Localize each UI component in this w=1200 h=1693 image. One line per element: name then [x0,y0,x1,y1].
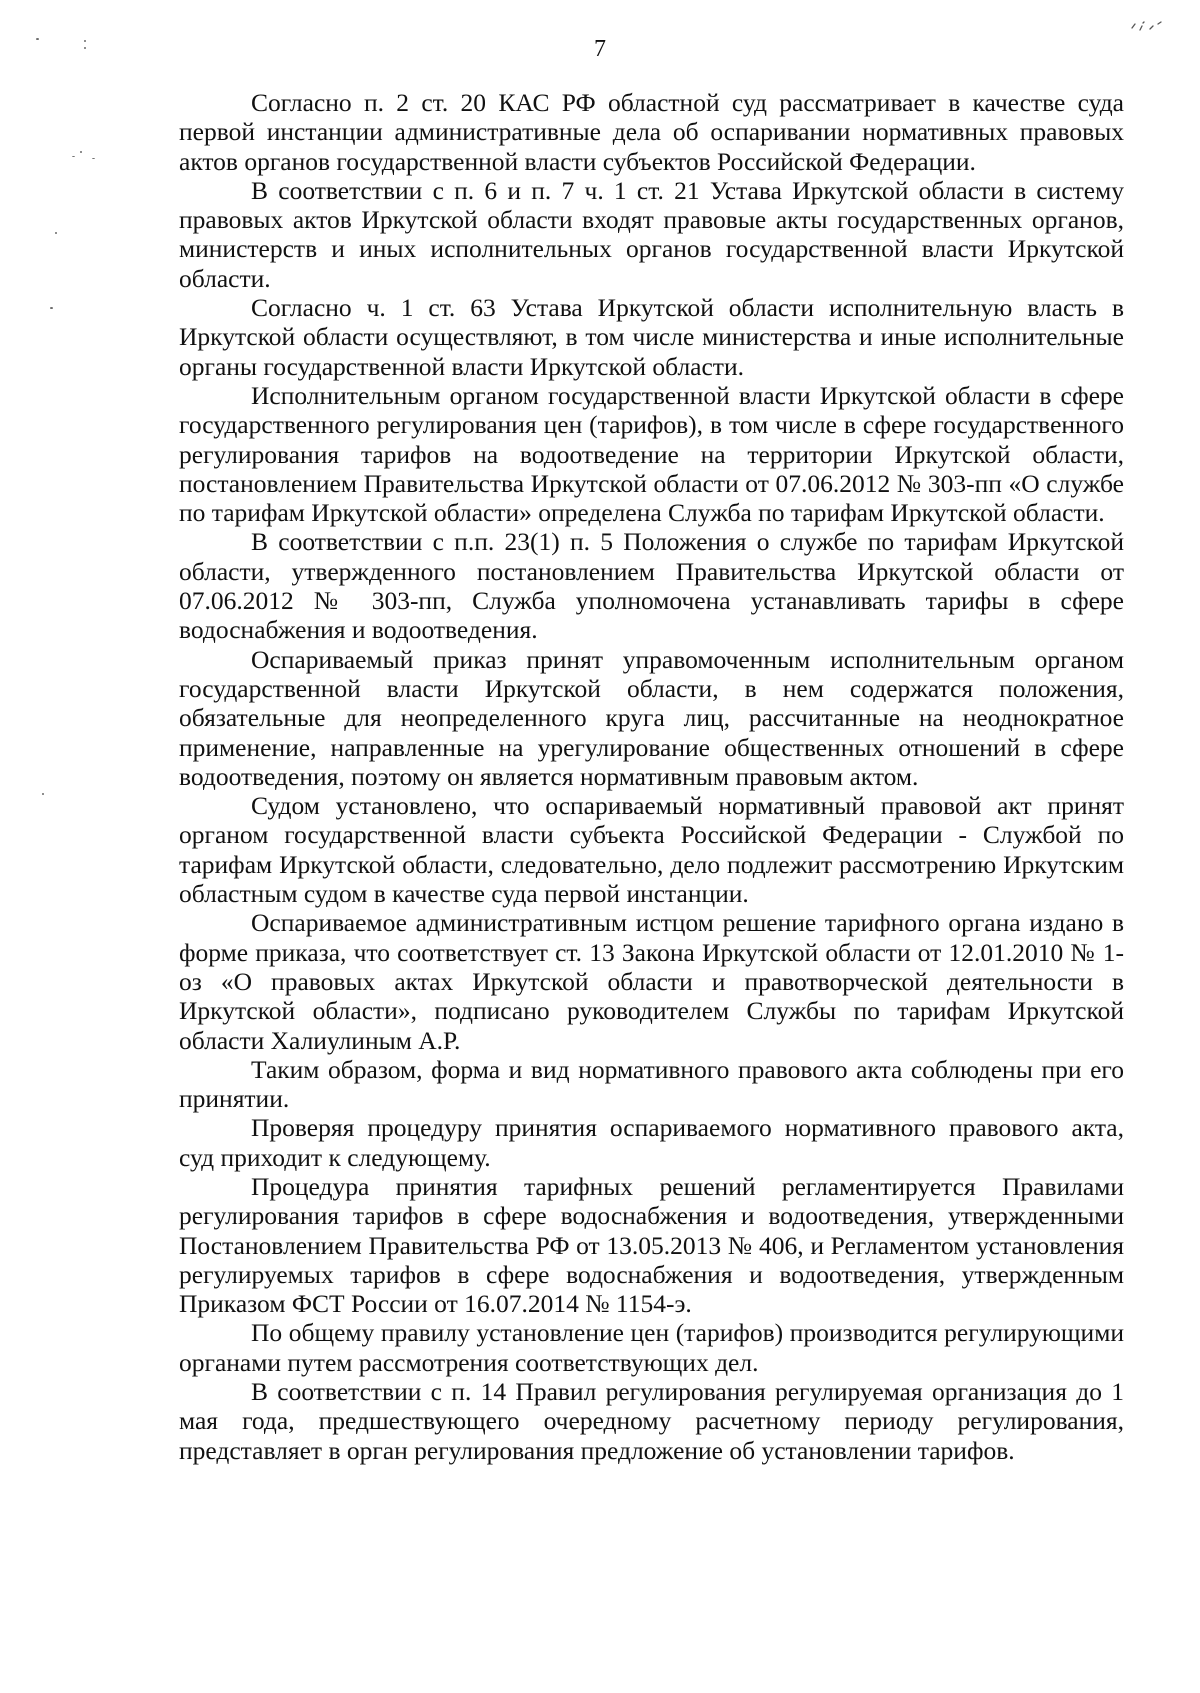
paragraph: Исполнительным органом государственной власти Иркутской области в сфере государственного регулирования цен (тарифов), в том числе в сфере государственного регулирования тарифов на водоотведение на территории Иркутской области, постановлением Правительства Иркутской области от 07.06.2012 № 303-пп «О службе по тарифам Иркутской области» определена Служба по тарифам Иркутской области. [179,380,1124,528]
paragraph: Согласно п. 2 ст. 20 КАС РФ областной суд рассматривает в качестве суда первой инстанции административные дела об оспаривании нормативных правовых актов органов государственной власти субъектов Российской Федерации. [179,88,1124,176]
page-number: 7 [594,36,606,62]
paragraph: Оспариваемый приказ принят управомоченным исполнительным органом государственной власти Иркутской области, в нем содержатся положения, обязательные для неопределенного круга лиц, рассчитанные на неоднократное применение, направленные на урегулирование общественных отношений в сфере водоотведения, поэтому он является нормативным правовым актом. [179,644,1124,791]
scan-scribble-mark [1130,14,1170,34]
paragraph: По общему правилу установление цен (тарифов) производится регулирующими органами путем рассмотрения соответствующих дел. [179,1318,1124,1377]
paragraph: Оспариваемое административным истцом решение тарифного органа издано в форме приказа, что соответствует ст. 13 Закона Иркутской области от 12.01.2010 № 1-оз «О правовых актах Иркутской области и правотворческой деятельности в Иркутской области», подписано руководителем Службы по тарифам Иркутской области Халиулиным А.Р. [179,908,1124,1055]
paragraph: В соответствии с п. 14 Правил регулирования регулируемая организация до 1 мая года, предшествующего очередному расчетному периоду регулирования, представляет в орган регулирования предложение об установлении тарифов. [179,1377,1124,1465]
paragraph: Судом установлено, что оспариваемый нормативный правовой акт принят органом государственной власти субъекта Российской Федерации - Службой по тарифам Иркутской области, следовательно, дело подлежит рассмотрению Иркутским областным судом в качестве суда первой инстанции. [179,791,1124,909]
paragraph: Согласно ч. 1 ст. 63 Устава Иркутской области исполнительную власть в Иркутской области осуществляют, в том числе министерства и иные исполнительные органы государственной власти Иркутской области. [179,293,1124,381]
paragraph: В соответствии с п.п. 23(1) п. 5 Положения о службе по тарифам Иркутской области, утвержденного постановлением Правительства Иркутской области от 07.06.2012 № 303-пп, Служба уполномочена устанавливать тарифы в сфере водоснабжения и водоотведения. [179,527,1124,645]
scan-speck [55,232,57,234]
scan-speck [50,307,53,309]
document-body [179,88,1124,1465]
paragraph: Проверяя процедуру принятия оспариваемого нормативного правового акта, суд приходит к следующему. [179,1113,1124,1172]
scan-speck [92,158,95,159]
paragraph: В соответствии с п. 6 и п. 7 ч. 1 ст. 21 Устава Иркутской области в систему правовых актов Иркутской области входят правовые акты государственных органов, министерств и иных исполнительных органов государственной власти Иркутской области. [179,175,1124,293]
scan-speck [80,151,82,153]
scan-speck [72,156,75,157]
scan-speck [42,793,44,795]
paragraph: Таким образом, форма и вид нормативного правового акта соблюдены при его принятии. [179,1054,1124,1114]
paragraph: Процедура принятия тарифных решений регламентируется Правилами регулирования тарифов в сфере водоснабжения и водоотведения, утвержденными Постановлением Правительства РФ от 13.05.2013 № 406, и Регламентом установления регулируемых тарифов в сфере водоснабжения и водоотведения, утвержденным Приказом ФСТ России от 16.07.2014 № 1154-э. [179,1171,1124,1319]
